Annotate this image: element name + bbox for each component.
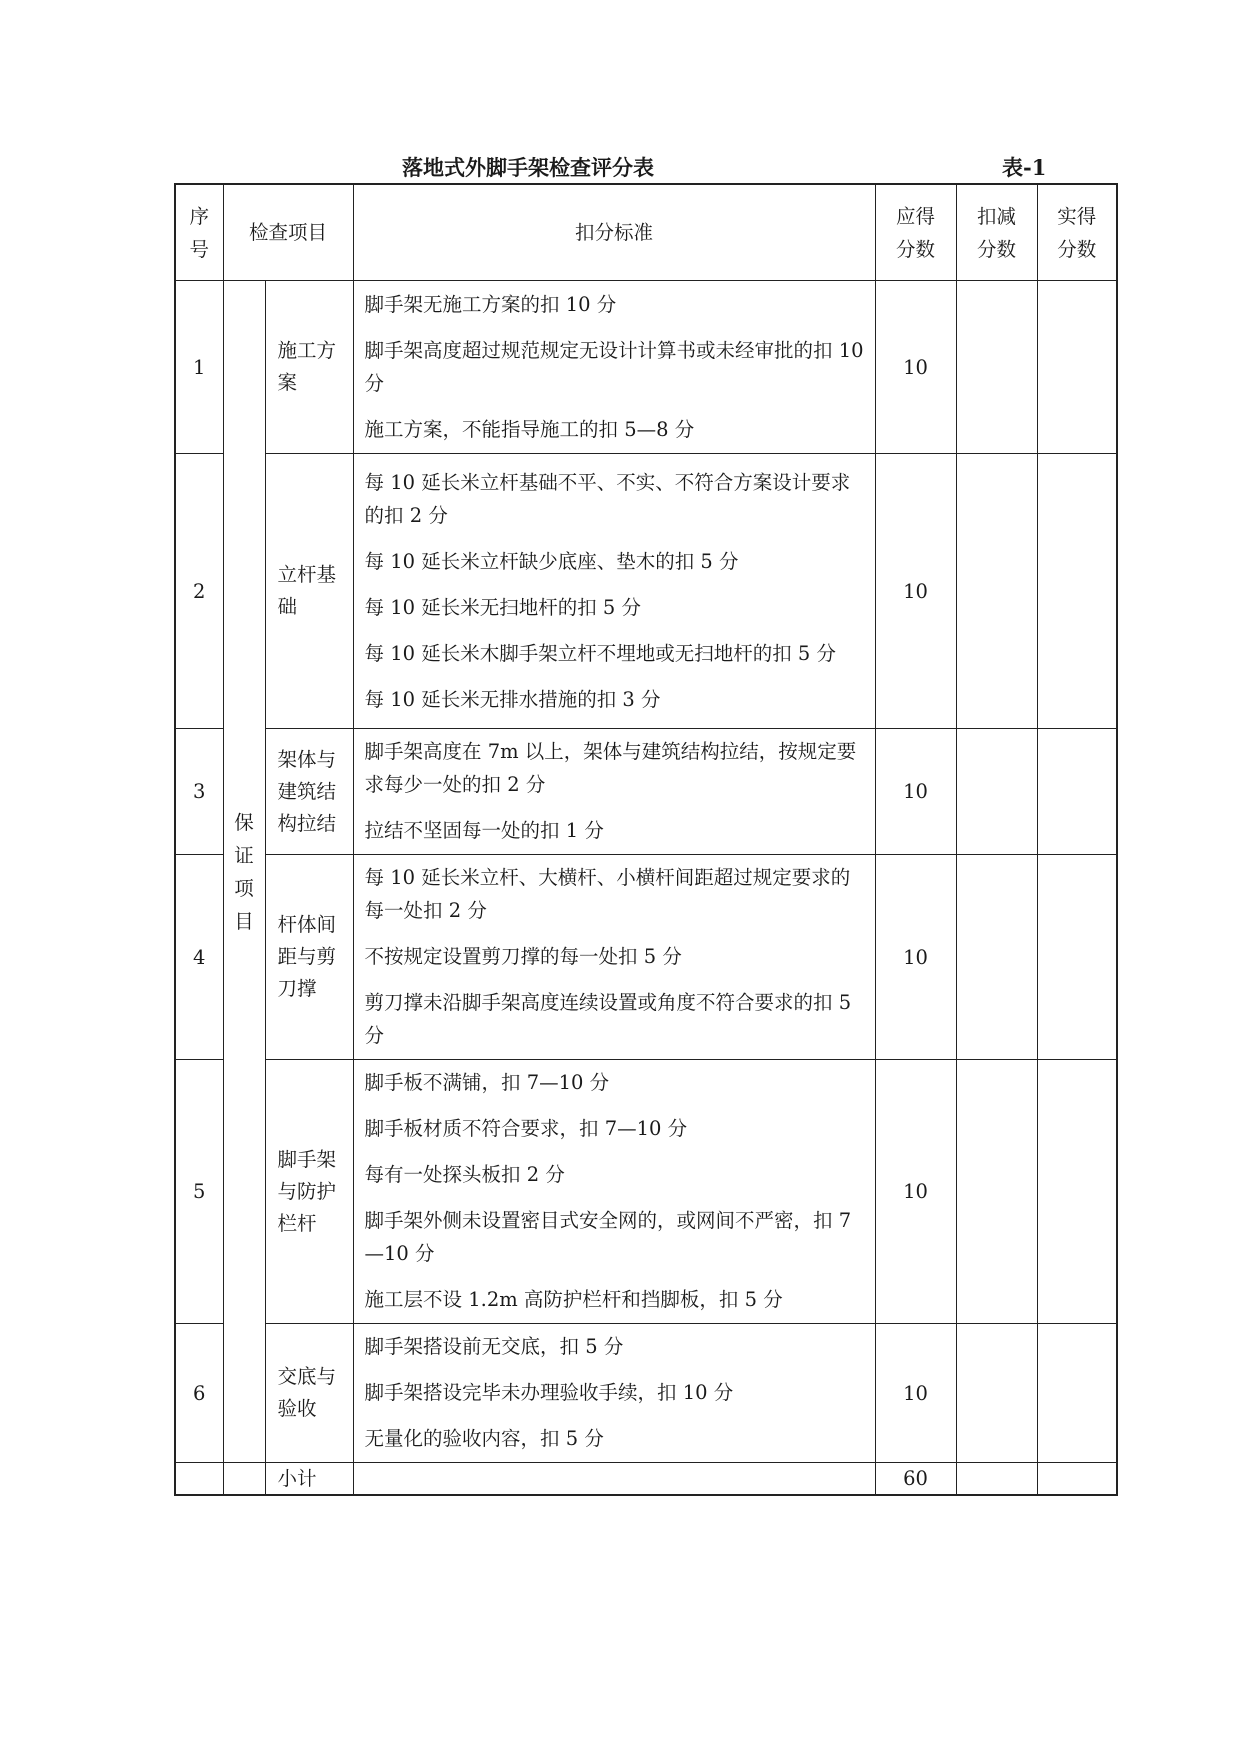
due-score: 10 xyxy=(875,729,956,855)
due-score: 10 xyxy=(875,281,956,454)
criteria-line: 每 10 延长米立杆缺少底座、垫木的扣 5 分 xyxy=(364,549,739,573)
subtotal-deduct[interactable] xyxy=(956,1463,1037,1496)
criteria-line: 脚手板不满铺，扣 7—10 分 xyxy=(364,1071,610,1094)
deduct-score[interactable] xyxy=(956,281,1037,454)
header-deduct-score: 扣减 分数 xyxy=(956,184,1037,281)
row-number: 4 xyxy=(175,855,223,1060)
header-seq: 序 号 xyxy=(175,184,223,281)
criteria-line: 施工方案，不能指导施工的扣 5—8 分 xyxy=(364,417,695,441)
document-title: 落地式外脚手架检查评分表 xyxy=(402,155,654,180)
criteria-line: 拉结不坚固每一处的扣 1 分 xyxy=(364,819,604,842)
criteria-line: 每 10 延长米立杆基础不平、不实、不符合方案设计要求的扣 2 分 xyxy=(364,470,851,527)
due-score: 10 xyxy=(875,1060,956,1324)
criteria-line: 每 10 延长米无扫地杆的扣 5 分 xyxy=(364,595,642,619)
criteria-line: 无量化的验收内容，扣 5 分 xyxy=(364,1427,604,1450)
subtotal-empty-cat xyxy=(223,1463,265,1496)
check-item: 交底与 验收 xyxy=(265,1324,353,1463)
row-number: 5 xyxy=(175,1060,223,1324)
category-cell xyxy=(223,281,265,1463)
criteria-line: 每 10 延长米无排水措施的扣 3 分 xyxy=(364,687,661,711)
deduction-criteria xyxy=(353,855,875,1060)
criteria-line: 脚手架高度超过规范规定无设计计算书或未经审批的扣 10 分 xyxy=(364,338,864,395)
criteria-line: 脚手板材质不符合要求，扣 7—10 分 xyxy=(364,1117,688,1140)
table-row xyxy=(175,729,1117,855)
deduct-score[interactable] xyxy=(956,855,1037,1060)
actual-score[interactable] xyxy=(1037,454,1117,729)
deduct-score[interactable] xyxy=(956,454,1037,729)
actual-score[interactable] xyxy=(1037,1324,1117,1463)
subtotal-score: 60 xyxy=(875,1463,956,1496)
check-item: 施工方 案 xyxy=(265,281,353,454)
check-item: 脚手架 与防护 栏杆 xyxy=(265,1060,353,1324)
criteria-line: 每有一处探头板扣 2 分 xyxy=(364,1163,565,1186)
due-score: 10 xyxy=(875,855,956,1060)
due-score: 10 xyxy=(875,1324,956,1463)
table-row xyxy=(175,855,1117,1060)
criteria-line: 脚手架搭设前无交底，扣 5 分 xyxy=(364,1335,624,1358)
deduct-score[interactable] xyxy=(956,1060,1037,1324)
subtotal-actual[interactable] xyxy=(1037,1463,1117,1496)
deduct-score[interactable] xyxy=(956,729,1037,855)
table-row xyxy=(175,1060,1117,1324)
table-header-row xyxy=(175,184,1117,281)
check-item: 杆体间 距与剪 刀撑 xyxy=(265,855,353,1060)
deduction-criteria xyxy=(353,1060,875,1324)
deduction-criteria xyxy=(353,454,875,729)
deduction-criteria xyxy=(353,729,875,855)
table-row xyxy=(175,1324,1117,1463)
header-item: 检查项目 xyxy=(223,184,353,281)
criteria-line: 每 10 延长米木脚手架立杆不埋地或无扫地杆的扣 5 分 xyxy=(364,641,837,665)
criteria-line: 脚手架无施工方案的扣 10 分 xyxy=(364,292,617,316)
check-item: 架体与 建筑结 构拉结 xyxy=(265,729,353,855)
score-table xyxy=(174,183,1118,1496)
row-number: 2 xyxy=(175,454,223,729)
criteria-line: 脚手架搭设完毕未办理验收手续，扣 10 分 xyxy=(364,1381,734,1404)
header-criteria: 扣分标准 xyxy=(353,184,875,281)
row-number: 6 xyxy=(175,1324,223,1463)
criteria-line: 每 10 延长米立杆、大横杆、小横杆间距超过规定要求的每一处扣 2 分 xyxy=(364,866,851,922)
row-number: 1 xyxy=(175,281,223,454)
subtotal-empty-seq xyxy=(175,1463,223,1496)
actual-score[interactable] xyxy=(1037,1060,1117,1324)
deduct-score[interactable] xyxy=(956,1324,1037,1463)
deduction-criteria xyxy=(353,281,875,454)
criteria-line: 脚手架外侧未设置密目式安全网的，或网间不严密，扣 7—10 分 xyxy=(364,1209,852,1265)
criteria-line: 不按规定设置剪刀撑的每一处扣 5 分 xyxy=(364,945,682,968)
subtotal-row xyxy=(175,1463,1117,1496)
criteria-line: 剪刀撑未沿脚手架高度连续设置或角度不符合要求的扣 5 分 xyxy=(364,991,852,1047)
criteria-line: 脚手架高度在 7m 以上，架体与建筑结构拉结，按规定要求每少一处的扣 2 分 xyxy=(364,740,857,796)
table-row xyxy=(175,454,1117,729)
actual-score[interactable] xyxy=(1037,855,1117,1060)
deduction-criteria xyxy=(353,1324,875,1463)
category-label: 保 证 项 目 xyxy=(234,810,254,933)
check-item: 立杆基 础 xyxy=(265,454,353,729)
header-due-score: 应得 分数 xyxy=(875,184,956,281)
table-row xyxy=(175,281,1117,454)
actual-score[interactable] xyxy=(1037,729,1117,855)
criteria-line: 施工层不设 1.2m 高防护栏杆和挡脚板，扣 5 分 xyxy=(364,1288,783,1311)
due-score: 10 xyxy=(875,454,956,729)
table-number: 表-1 xyxy=(1002,155,1047,180)
header-actual-score: 实得 分数 xyxy=(1037,184,1117,281)
subtotal-criteria xyxy=(353,1463,875,1496)
subtotal-label: 小计 xyxy=(265,1463,353,1496)
actual-score[interactable] xyxy=(1037,281,1117,454)
row-number: 3 xyxy=(175,729,223,855)
